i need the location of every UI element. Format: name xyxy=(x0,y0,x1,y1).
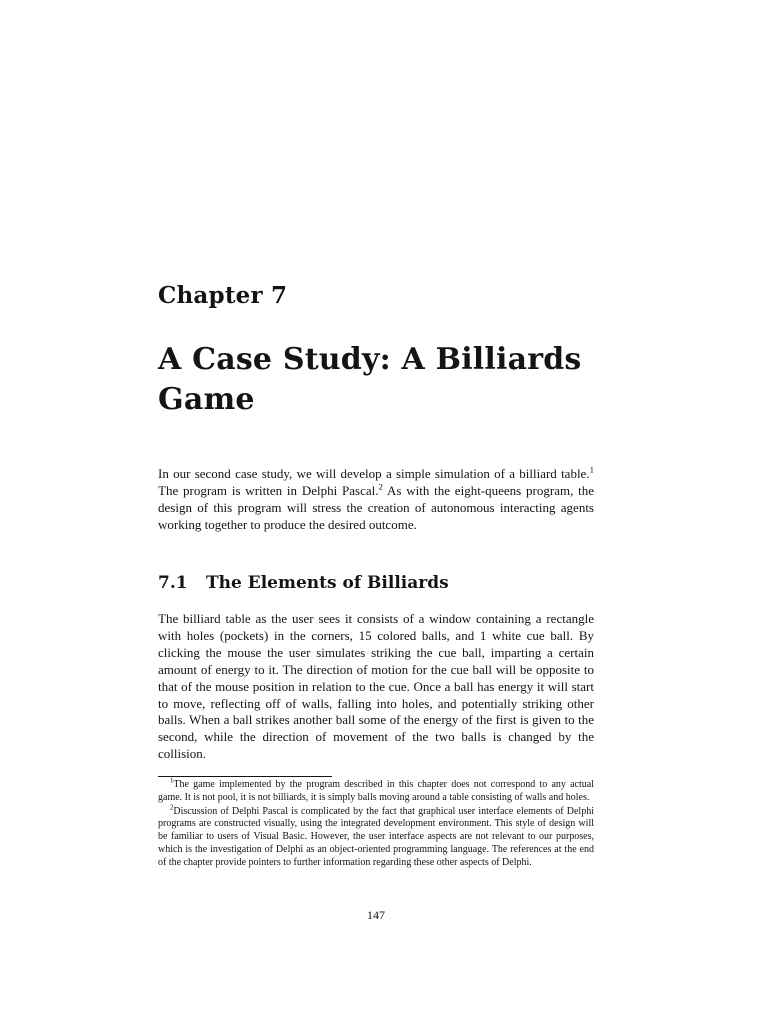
footnote-1-text: The game implemented by the program described in this chapter does not correspond to any actual game. It is not pool, it is not billiards, it is simply balls moving around a table consisting of walls and holes. xyxy=(158,779,594,803)
section-title: The Elements of Billiards xyxy=(206,573,449,593)
footnote-2-text: Discussion of Delphi Pascal is complicated by the fact that graphical user interface elements of Delphi programs are constructed visually, using the integrated development environment. This style of design will be familiar to users of Visual Basic. However, the user interface aspects are not relevant to our purposes, which is the investigation of Delphi as an object-oriented programming language. The references at the end of the chapter provide pointers to further information regarding these other aspects of Delphi. xyxy=(158,805,594,868)
section-heading xyxy=(158,573,594,593)
section-paragraph-text: The billiard table as the user sees it consists of a window containing a rectangle with holes (pockets) in the corners, 15 colored balls, and 1 white cue ball. By clicking the mouse the user simulates striking the cue ball, imparting a certain amount of energy to it. The direction of motion for the cue ball will be opposite to that of the mouse position in relation to the cue. Once a ball has energy it will start to move, reflecting off of walls, falling into holes, and potentially striking other balls. When a ball strikes another ball some of the energy of the first is given to the second, while the direction of movement of the two balls is changed by the collision. xyxy=(158,611,594,762)
intro-paragraph xyxy=(158,466,594,534)
page-number: 147 xyxy=(367,908,385,922)
chapter-title-line-1: A Case Study: A Billiards xyxy=(158,342,582,377)
footnotes xyxy=(158,779,594,870)
chapter-label: Chapter 7 xyxy=(158,282,288,309)
chapter-title-line-2: Game xyxy=(158,382,255,417)
intro-text-part-1: In our second case study, we will develop a simple simulation of a billiard table. xyxy=(158,466,590,481)
intro-text-part-2: The program is written in Delphi Pascal. xyxy=(158,482,379,498)
footnote-rule xyxy=(158,776,332,777)
chapter-title xyxy=(158,340,594,420)
footnote-ref-2: 2 xyxy=(378,481,383,492)
footnote-1 xyxy=(158,779,594,805)
footnote-2-marker: 2 xyxy=(170,804,174,812)
intro-text-part-3: As with the eight-queens program, the design of this program will stress the creation of autonomous interacting agents working together to produce the desired outcome. xyxy=(158,482,594,532)
footnote-ref-1: 1 xyxy=(589,464,594,475)
footnote-2 xyxy=(158,806,594,870)
section-number: 7.1 xyxy=(158,573,188,593)
footnote-1-marker: 1 xyxy=(170,777,174,785)
section-paragraph xyxy=(158,611,594,763)
